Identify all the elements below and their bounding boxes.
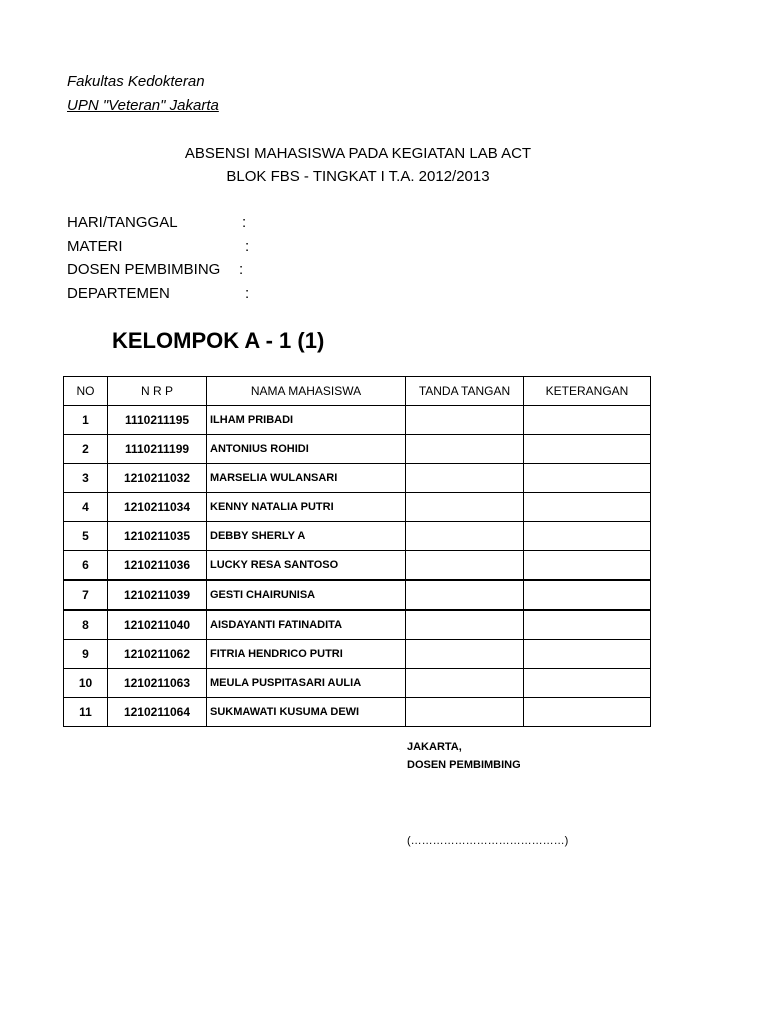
field-label: MATERI [67,238,123,255]
table-row [64,580,651,610]
header-nrp: N R P [108,377,207,406]
row-signature-cell[interactable] [406,610,524,640]
row-remarks-cell[interactable] [524,640,651,669]
row-signature-cell[interactable] [406,640,524,669]
row-nrp: 1110211199 [108,435,207,464]
row-nrp: 1210211036 [108,551,207,581]
row-remarks-cell[interactable] [524,551,651,581]
row-nrp: 1210211032 [108,464,207,493]
row-remarks-cell[interactable] [524,580,651,610]
row-nrp: 1210211063 [108,669,207,698]
row-nrp: 1210211062 [108,640,207,669]
row-signature-cell[interactable] [406,698,524,727]
attendance-table [63,376,651,727]
row-nrp: 1210211040 [108,610,207,640]
field-colon: : [245,238,250,255]
field-hari-tanggal [67,214,247,232]
row-no: 6 [64,551,108,581]
row-name: GESTI CHAIRUNISA [207,580,406,610]
group-title: KELOMPOK A - 1 (1) [112,328,325,353]
row-signature-cell[interactable] [406,669,524,698]
table-row [64,610,651,640]
row-no: 9 [64,640,108,669]
table-row [64,522,651,551]
row-nrp: 1210211034 [108,493,207,522]
row-no: 3 [64,464,108,493]
row-no: 8 [64,610,108,640]
institution-line-1: Fakultas Kedokteran [67,73,205,90]
header-no: NO [64,377,108,406]
field-label: DOSEN PEMBIMBING [67,261,221,278]
row-no: 7 [64,580,108,610]
row-nrp: 1210211064 [108,698,207,727]
field-colon: : [242,214,247,231]
field-colon: : [239,261,244,278]
field-label: DEPARTEMEN [67,285,170,302]
row-name: MARSELIA WULANSARI [207,464,406,493]
header-nama-mahasiswa: NAMA MAHASISWA [207,377,406,406]
row-no: 11 [64,698,108,727]
signature-role: DOSEN PEMBIMBING [407,759,521,771]
row-name: LUCKY RESA SANTOSO [207,551,406,581]
row-name: SUKMAWATI KUSUMA DEWI [207,698,406,727]
row-name: ANTONIUS ROHIDI [207,435,406,464]
field-dosen-pembimbing [67,261,244,279]
row-signature-cell[interactable] [406,406,524,435]
row-remarks-cell[interactable] [524,435,651,464]
table-row [64,464,651,493]
row-signature-cell[interactable] [406,464,524,493]
field-label: HARI/TANGGAL [67,214,178,231]
institution-line-2: UPN "Veteran" Jakarta [67,97,219,114]
document-title-line-2: BLOK FBS - TINGKAT I T.A. 2012/2013 [226,168,490,185]
row-remarks-cell[interactable] [524,669,651,698]
field-departemen [67,285,250,303]
field-colon: : [245,285,250,302]
row-no: 2 [64,435,108,464]
document-title-line-1: ABSENSI MAHASISWA PADA KEGIATAN LAB ACT [184,145,532,162]
signature-line: (……………………………………) [407,835,569,847]
row-remarks-cell[interactable] [524,406,651,435]
row-no: 10 [64,669,108,698]
row-signature-cell[interactable] [406,551,524,581]
row-remarks-cell[interactable] [524,522,651,551]
row-remarks-cell[interactable] [524,464,651,493]
row-no: 4 [64,493,108,522]
row-no: 1 [64,406,108,435]
field-materi [67,238,250,256]
row-name: MEULA PUSPITASARI AULIA [207,669,406,698]
table-row [64,493,651,522]
row-remarks-cell[interactable] [524,698,651,727]
header-tanda-tangan: TANDA TANGAN [406,377,524,406]
header-keterangan: KETERANGAN [524,377,651,406]
row-name: DEBBY SHERLY A [207,522,406,551]
row-remarks-cell[interactable] [524,493,651,522]
row-signature-cell[interactable] [406,493,524,522]
row-nrp: 1210211035 [108,522,207,551]
row-name: KENNY NATALIA PUTRI [207,493,406,522]
row-signature-cell[interactable] [406,580,524,610]
table-row [64,551,651,581]
signature-city: JAKARTA, [407,741,462,753]
row-name: ILHAM PRIBADI [207,406,406,435]
row-nrp: 1110211195 [108,406,207,435]
table-row [64,640,651,669]
table-row [64,435,651,464]
row-signature-cell[interactable] [406,522,524,551]
table-row [64,406,651,435]
row-remarks-cell[interactable] [524,610,651,640]
row-name: AISDAYANTI FATINADITA [207,610,406,640]
table-row [64,698,651,727]
row-no: 5 [64,522,108,551]
row-signature-cell[interactable] [406,435,524,464]
row-nrp: 1210211039 [108,580,207,610]
table-header-row [64,377,651,406]
row-name: FITRIA HENDRICO PUTRI [207,640,406,669]
table-row [64,669,651,698]
